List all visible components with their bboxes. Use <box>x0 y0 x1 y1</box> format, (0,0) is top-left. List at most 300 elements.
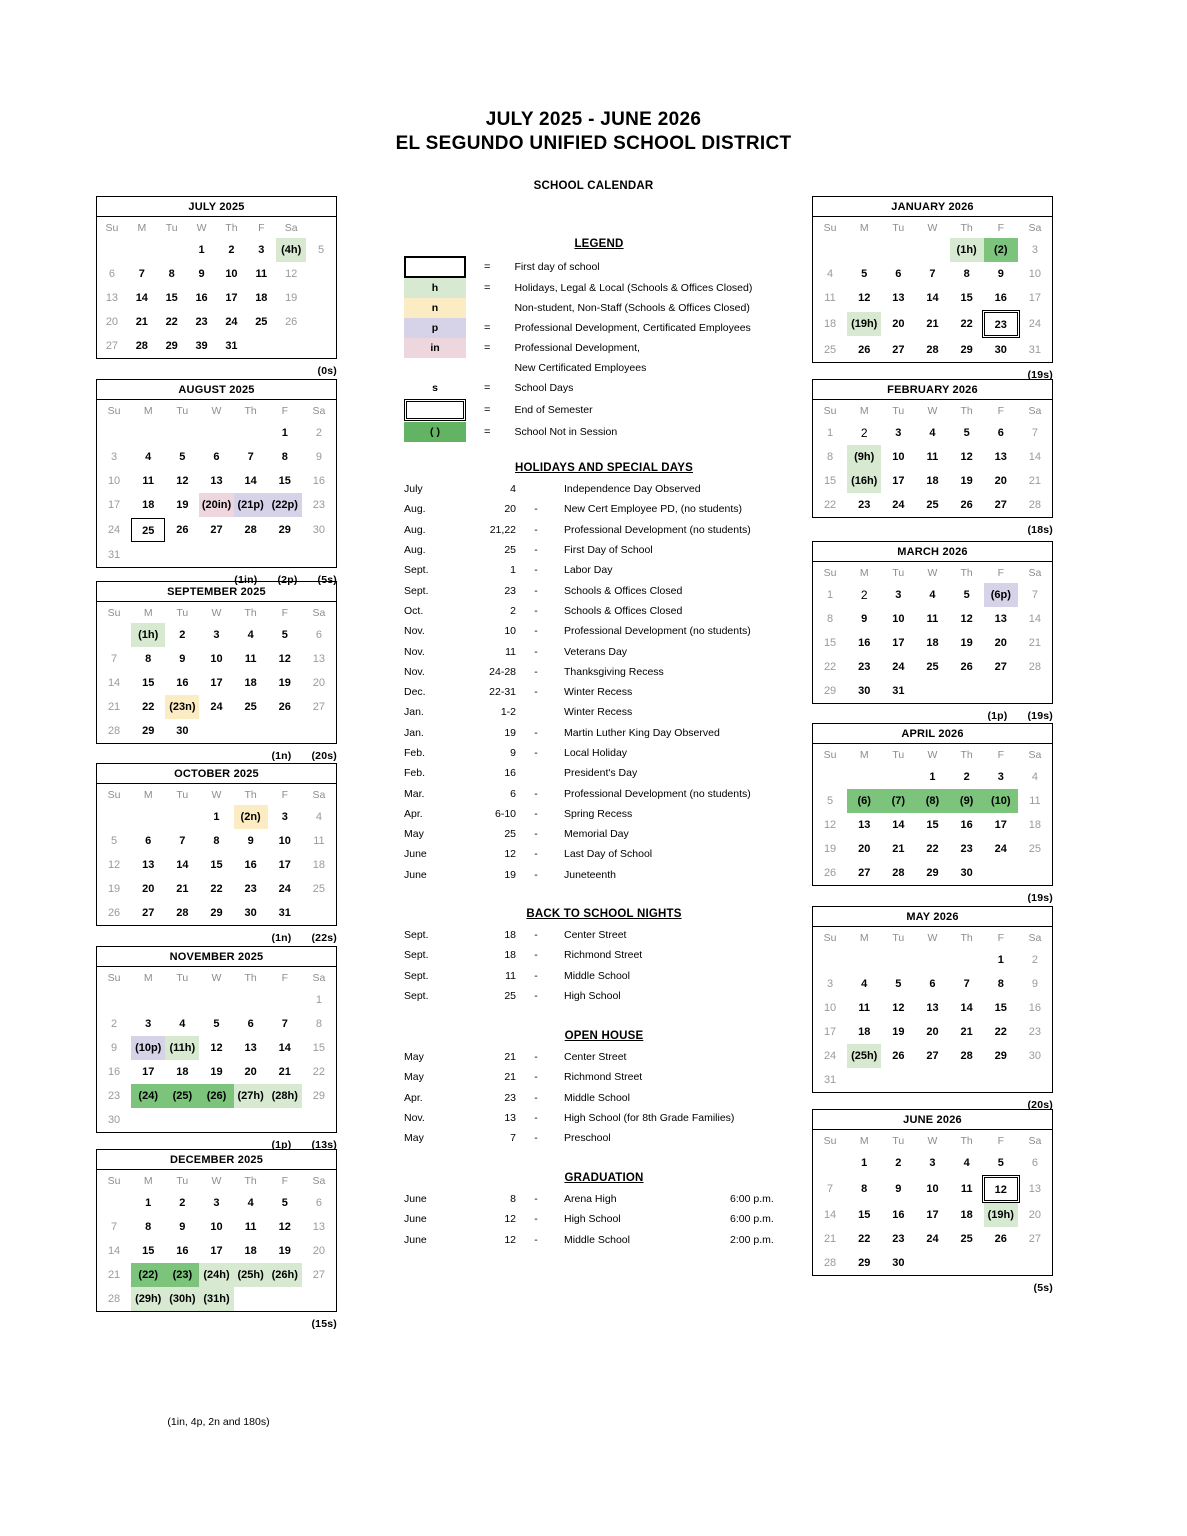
list-item <box>404 1088 804 1108</box>
month-day-count <box>96 744 337 762</box>
weekday-header: W <box>927 748 938 761</box>
day-cell: 7 <box>1031 589 1038 601</box>
day-cell: 21 <box>135 316 148 328</box>
day-cell: 4 <box>1031 771 1038 783</box>
event-name: Veterans Day <box>564 645 628 658</box>
day-count-value: (5s) <box>1033 1282 1053 1294</box>
day-cell: 9 <box>1031 978 1038 990</box>
week-row <box>97 1191 336 1215</box>
list-item <box>404 1189 804 1209</box>
day-cell: 4 <box>179 1018 186 1030</box>
week-row <box>97 310 336 334</box>
day-cell-empty <box>847 765 881 789</box>
month-day-count <box>812 1276 1053 1294</box>
week-row <box>97 1239 336 1263</box>
day-cell: 16 <box>244 859 257 871</box>
day-cell: 29 <box>858 1257 871 1269</box>
legend-row <box>404 278 794 298</box>
day-cell: 30 <box>892 1257 905 1269</box>
event-day: 22-31 <box>489 686 516 699</box>
day-cell-empty <box>813 238 847 262</box>
day-cell: 24 <box>1028 318 1042 330</box>
day-cell: 23 <box>858 661 871 673</box>
open-house-title: OPEN HOUSE <box>564 1030 644 1042</box>
day-cell-empty <box>246 334 276 358</box>
day-cell: 6 <box>213 451 220 463</box>
day-cell: 22 <box>823 661 837 673</box>
day-cell: 24 <box>892 499 905 511</box>
week-row <box>97 493 336 517</box>
day-cell: 16 <box>858 637 871 649</box>
day-cell-empty <box>302 1287 336 1311</box>
day-cell: 2 <box>895 1157 902 1169</box>
day-cell-empty <box>881 1068 915 1092</box>
event-name: Winter Recess <box>564 686 633 699</box>
week-row <box>97 1060 336 1084</box>
legend-swatch-h: h <box>404 278 466 298</box>
day-count-value: (1in) <box>234 574 258 586</box>
day-cell: 29 <box>278 524 291 536</box>
event-day: 23 <box>504 1091 516 1104</box>
day-cell: 24 <box>107 524 121 536</box>
day-cell: 12 <box>285 268 298 280</box>
month-title: DECEMBER 2025 <box>97 1150 337 1170</box>
day-cell-empty <box>234 719 268 743</box>
day-cell: 16 <box>176 677 189 689</box>
legend-title: LEGEND <box>574 238 624 250</box>
day-cell: 24 <box>225 316 238 328</box>
day-cell: 22 <box>994 1026 1007 1038</box>
day-cell: 14 <box>892 819 905 831</box>
list-item <box>404 560 804 580</box>
day-cell: 22 <box>142 701 155 713</box>
event-name: Juneteenth <box>564 868 616 881</box>
day-cell: 2 <box>228 244 235 256</box>
day-cell: 9 <box>179 653 186 665</box>
day-cell: 10 <box>892 451 905 463</box>
weekday-header: Su <box>105 221 119 234</box>
week-row <box>813 421 1052 445</box>
day-count-value: (22s) <box>311 932 337 944</box>
month-calendar <box>812 379 1053 536</box>
day-cell: 5 <box>827 795 834 807</box>
weekday-header: Su <box>823 404 837 417</box>
day-cell: 6 <box>1031 1157 1038 1169</box>
event-name: Middle School <box>564 1233 630 1246</box>
month-day-count <box>812 704 1053 722</box>
day-cell-empty <box>302 1108 336 1132</box>
day-cell-empty <box>1018 1251 1052 1275</box>
day-cell: (24) <box>131 1084 165 1108</box>
day-cell: 39 <box>195 340 208 352</box>
event-name: Martin Luther King Day Observed <box>564 726 720 739</box>
event-dash: - <box>534 787 538 800</box>
weekday-header: Tu <box>176 404 189 417</box>
day-cell: 10 <box>892 613 905 625</box>
day-cell: 17 <box>142 1066 155 1078</box>
day-cell: 19 <box>176 499 189 511</box>
week-row <box>97 1215 336 1239</box>
day-cell: (25h) <box>234 1263 268 1287</box>
day-cell: 10 <box>823 1002 837 1014</box>
event-name: Schools & Offices Closed <box>564 604 683 617</box>
day-cell: 1 <box>213 811 220 823</box>
weekday-header: Sa <box>312 606 326 619</box>
legend-equals <box>466 358 490 378</box>
event-time: 6:00 p.m. <box>730 1193 774 1206</box>
weekday-header: Tu <box>892 1134 905 1147</box>
day-cell: 5 <box>281 1197 288 1209</box>
day-cell-empty <box>199 421 233 445</box>
day-cell: 22 <box>960 318 973 330</box>
weekday-header: W <box>211 606 222 619</box>
day-cell: 7 <box>827 1183 834 1195</box>
day-cell: (26h) <box>268 1263 302 1287</box>
day-cell: 30 <box>107 1114 121 1126</box>
weekday-header: Su <box>823 1134 837 1147</box>
day-cell: 28 <box>1028 661 1042 673</box>
day-cell: 7 <box>963 978 970 990</box>
legend-swatch-cell <box>404 256 466 278</box>
day-cell: 16 <box>892 1209 905 1221</box>
weekday-header: F <box>997 931 1004 944</box>
day-cell: 26 <box>176 524 189 536</box>
day-cell: 11 <box>960 1183 973 1195</box>
day-cell: (22) <box>131 1263 165 1287</box>
day-cell-empty <box>847 238 881 262</box>
event-day: 6-10 <box>494 807 516 820</box>
day-cell: 3 <box>1031 244 1038 256</box>
month-calendar <box>812 541 1053 722</box>
day-cell: 5 <box>281 629 288 641</box>
day-cell-empty <box>302 901 336 925</box>
weekday-header: W <box>211 404 222 417</box>
day-cell: 16 <box>1028 1002 1042 1014</box>
day-cell: 20 <box>858 843 871 855</box>
event-month: Nov. <box>404 1112 425 1125</box>
day-cell: 5 <box>861 268 868 280</box>
day-cell: 20 <box>1028 1209 1042 1221</box>
event-day: 7 <box>510 1132 516 1145</box>
day-cell: 7 <box>247 451 254 463</box>
event-day: 25 <box>504 990 516 1003</box>
day-cell: 28 <box>823 1257 837 1269</box>
weekday-header: Tu <box>176 606 189 619</box>
weekday-header: Tu <box>892 566 905 579</box>
day-cell: 27 <box>312 701 326 713</box>
day-cell-empty <box>97 988 131 1012</box>
day-count-value: (0s) <box>317 365 337 377</box>
day-cell: 13 <box>312 653 326 665</box>
month-title: JULY 2025 <box>97 197 337 217</box>
day-cell: 23 <box>892 1233 905 1245</box>
day-cell: 1 <box>827 427 834 439</box>
list-item <box>404 1128 804 1148</box>
event-day: 12 <box>504 1233 516 1246</box>
weekday-header: F <box>281 606 288 619</box>
month-title: APRIL 2026 <box>813 724 1053 744</box>
weekday-header: Th <box>960 566 973 579</box>
day-cell: 21 <box>107 1269 121 1281</box>
day-cell: 28 <box>926 344 939 356</box>
day-cell: 16 <box>107 1066 121 1078</box>
event-month: Aug. <box>404 523 426 536</box>
day-cell: (6p) <box>984 583 1018 607</box>
day-cell: 29 <box>165 340 178 352</box>
day-cell: 11 <box>313 835 325 847</box>
day-cell: 6 <box>145 835 152 847</box>
legend-swatch-cell <box>404 422 466 442</box>
list-item <box>404 986 804 1006</box>
day-cell: 22 <box>210 883 223 895</box>
event-month: June <box>404 848 427 861</box>
weekday-header: M <box>859 221 869 234</box>
month-day-count <box>812 518 1053 536</box>
day-cell: 17 <box>210 1245 223 1257</box>
event-month: Sept. <box>404 564 429 577</box>
weekday-header: W <box>211 971 222 984</box>
event-day: 2 <box>510 604 516 617</box>
event-day: 12 <box>504 1213 516 1226</box>
day-cell: (9h) <box>847 445 881 469</box>
day-cell: 27 <box>994 499 1007 511</box>
day-count-value: (1p) <box>271 1139 292 1151</box>
day-cell: 28 <box>960 1050 973 1062</box>
day-cell: 15 <box>823 475 837 487</box>
day-cell: 23 <box>984 310 1018 338</box>
day-cell: 15 <box>926 819 939 831</box>
day-cell-empty <box>165 421 199 445</box>
list-item <box>404 783 804 803</box>
day-count-value: (1n) <box>271 750 292 762</box>
legend-equals: = <box>484 282 491 294</box>
day-cell: 10 <box>210 1221 223 1233</box>
month-title: JANUARY 2026 <box>813 197 1053 217</box>
month-title: NOVEMBER 2025 <box>97 947 337 967</box>
weekday-header: Su <box>107 971 121 984</box>
list-item <box>404 1067 804 1087</box>
week-row <box>813 445 1052 469</box>
event-day: 4 <box>510 483 516 496</box>
day-cell: 12 <box>278 1221 291 1233</box>
day-cell: 6 <box>108 268 115 280</box>
back-to-school-nights-title: BACK TO SCHOOL NIGHTS <box>526 908 682 920</box>
event-month: Dec. <box>404 686 426 699</box>
day-cell-empty <box>165 1108 199 1132</box>
day-cell: 3 <box>827 978 834 990</box>
holidays-table <box>404 479 804 885</box>
event-month: May <box>404 1071 424 1084</box>
day-cell-empty <box>276 334 306 358</box>
day-cell-empty <box>234 1287 268 1311</box>
day-cell: 27 <box>926 1050 939 1062</box>
day-cell: 8 <box>145 1221 152 1233</box>
day-cell: 16 <box>195 292 208 304</box>
legend-swatch-blank <box>404 256 466 278</box>
day-cell: 28 <box>1028 499 1042 511</box>
legend-description: First day of school <box>514 261 600 273</box>
day-cell: 25 <box>131 517 165 543</box>
event-dash: - <box>534 1071 538 1084</box>
day-cell: 29 <box>312 1090 326 1102</box>
weekday-header: Sa <box>312 788 326 801</box>
weekday-header: Th <box>960 931 973 944</box>
day-cell: 21 <box>278 1066 291 1078</box>
week-row <box>813 1227 1052 1251</box>
month-calendar <box>812 196 1053 381</box>
event-name: Professional Development (no students) <box>564 787 751 800</box>
day-cell: (9) <box>950 789 984 813</box>
day-cell: 12 <box>858 292 871 304</box>
week-row <box>813 262 1052 286</box>
weekday-header: M <box>143 788 153 801</box>
day-cell: 17 <box>107 499 121 511</box>
event-month: May <box>404 828 424 841</box>
week-row <box>813 631 1052 655</box>
weekday-header: W <box>196 221 207 234</box>
day-cell-empty <box>302 719 336 743</box>
day-cell-empty <box>131 421 165 445</box>
weekday-header: Sa <box>1028 404 1042 417</box>
weekday-header: Sa <box>1028 221 1042 234</box>
day-cell: 17 <box>892 637 905 649</box>
day-cell: 2 <box>179 1197 186 1209</box>
day-cell: (20in) <box>199 493 233 517</box>
day-count-value: (2p) <box>277 574 298 586</box>
month-calendar <box>812 723 1053 904</box>
day-cell: 18 <box>244 677 257 689</box>
day-cell: 15 <box>960 292 973 304</box>
weekday-header: Tu <box>176 1174 189 1187</box>
day-cell: 15 <box>278 475 291 487</box>
day-cell: 14 <box>107 677 121 689</box>
list-item <box>404 844 804 864</box>
day-cell: 8 <box>145 653 152 665</box>
day-cell: 3 <box>997 771 1004 783</box>
list-item <box>404 641 804 661</box>
day-cell: 4 <box>247 629 254 641</box>
day-cell: (19h) <box>984 1203 1018 1227</box>
event-name: Winter Recess <box>564 706 633 719</box>
day-cell: 5 <box>997 1157 1004 1169</box>
day-cell: 24 <box>278 883 291 895</box>
event-month: Mar. <box>404 787 425 800</box>
weekday-header: Sa <box>312 971 326 984</box>
list-item <box>404 865 804 885</box>
day-cell: 29 <box>926 867 939 879</box>
day-cell: 31 <box>1028 344 1042 356</box>
day-cell-empty <box>881 948 915 972</box>
day-cell: 25 <box>960 1233 973 1245</box>
day-cell: 10 <box>926 1183 939 1195</box>
weekday-header: W <box>927 221 938 234</box>
week-row <box>813 1203 1052 1227</box>
event-month: Apr. <box>404 1091 423 1104</box>
day-cell: 18 <box>244 1245 257 1257</box>
day-cell: 2 <box>963 771 970 783</box>
legend-description: New Certificated Employees <box>514 362 647 374</box>
legend-swatch-n: n <box>404 298 466 318</box>
event-day: 10 <box>504 625 516 638</box>
weekday-header: Sa <box>312 1174 326 1187</box>
event-month: May <box>404 1051 424 1064</box>
page-subtitle: SCHOOL CALENDAR <box>533 180 654 192</box>
day-cell: 18 <box>926 637 939 649</box>
day-cell-empty <box>199 1108 233 1132</box>
day-cell: 4 <box>963 1157 970 1169</box>
day-cell: 11 <box>244 653 257 665</box>
legend-swatch-cell <box>404 298 466 318</box>
day-cell: 6 <box>315 1197 322 1209</box>
day-cell: 26 <box>994 1233 1007 1245</box>
weekday-header: F <box>997 221 1004 234</box>
day-cell: 5 <box>318 244 325 256</box>
day-cell: 7 <box>111 1221 118 1233</box>
event-dash: - <box>534 1132 538 1145</box>
event-dash: - <box>534 949 538 962</box>
day-cell-empty <box>950 1068 984 1092</box>
month-calendar <box>812 906 1053 1111</box>
legend-block <box>404 238 794 442</box>
event-dash: - <box>534 848 538 861</box>
day-cell: 17 <box>210 677 223 689</box>
week-row <box>813 1068 1052 1092</box>
day-cell: 23 <box>107 1090 121 1102</box>
event-name: Center Street <box>564 1051 627 1064</box>
day-cell: 18 <box>926 475 939 487</box>
legend-swatch-cell <box>404 398 466 422</box>
weekday-header: F <box>281 404 288 417</box>
event-day: 18 <box>504 929 516 942</box>
week-row <box>97 1263 336 1287</box>
day-cell-empty <box>127 238 157 262</box>
day-cell: 10 <box>1028 268 1042 280</box>
event-dash <box>518 702 554 722</box>
day-cell-empty <box>199 988 233 1012</box>
day-cell: 9 <box>895 1183 902 1195</box>
day-cell: 7 <box>281 1018 288 1030</box>
day-cell: 29 <box>994 1050 1007 1062</box>
weekday-header: Tu <box>176 788 189 801</box>
day-cell: (1h) <box>131 623 165 647</box>
event-day: 18 <box>504 949 516 962</box>
day-cell: 19 <box>960 475 973 487</box>
day-cell: 4 <box>247 1197 254 1209</box>
legend-row <box>404 318 794 338</box>
event-day: 23 <box>504 584 516 597</box>
day-cell: 21 <box>892 843 905 855</box>
weekday-header: Su <box>823 748 837 761</box>
day-cell: 15 <box>994 1002 1007 1014</box>
weekday-header: M <box>859 748 869 761</box>
weekday-header: Su <box>107 404 121 417</box>
day-cell: (23) <box>165 1263 199 1287</box>
event-month: Jan. <box>404 726 424 739</box>
event-month: June <box>404 1213 427 1226</box>
event-dash: - <box>534 1112 538 1125</box>
day-cell: 5 <box>963 427 970 439</box>
month-day-grid <box>97 967 336 1132</box>
event-name: High School <box>564 1213 621 1226</box>
day-cell: 21 <box>1028 475 1042 487</box>
weekday-header: F <box>258 221 265 234</box>
month-day-grid <box>97 217 336 358</box>
weekday-header: Sa <box>284 221 298 234</box>
day-cell: 25 <box>823 344 837 356</box>
holidays-title: HOLIDAYS AND SPECIAL DAYS <box>515 462 693 474</box>
weekday-header: M <box>143 606 153 619</box>
day-cell: 9 <box>179 1221 186 1233</box>
